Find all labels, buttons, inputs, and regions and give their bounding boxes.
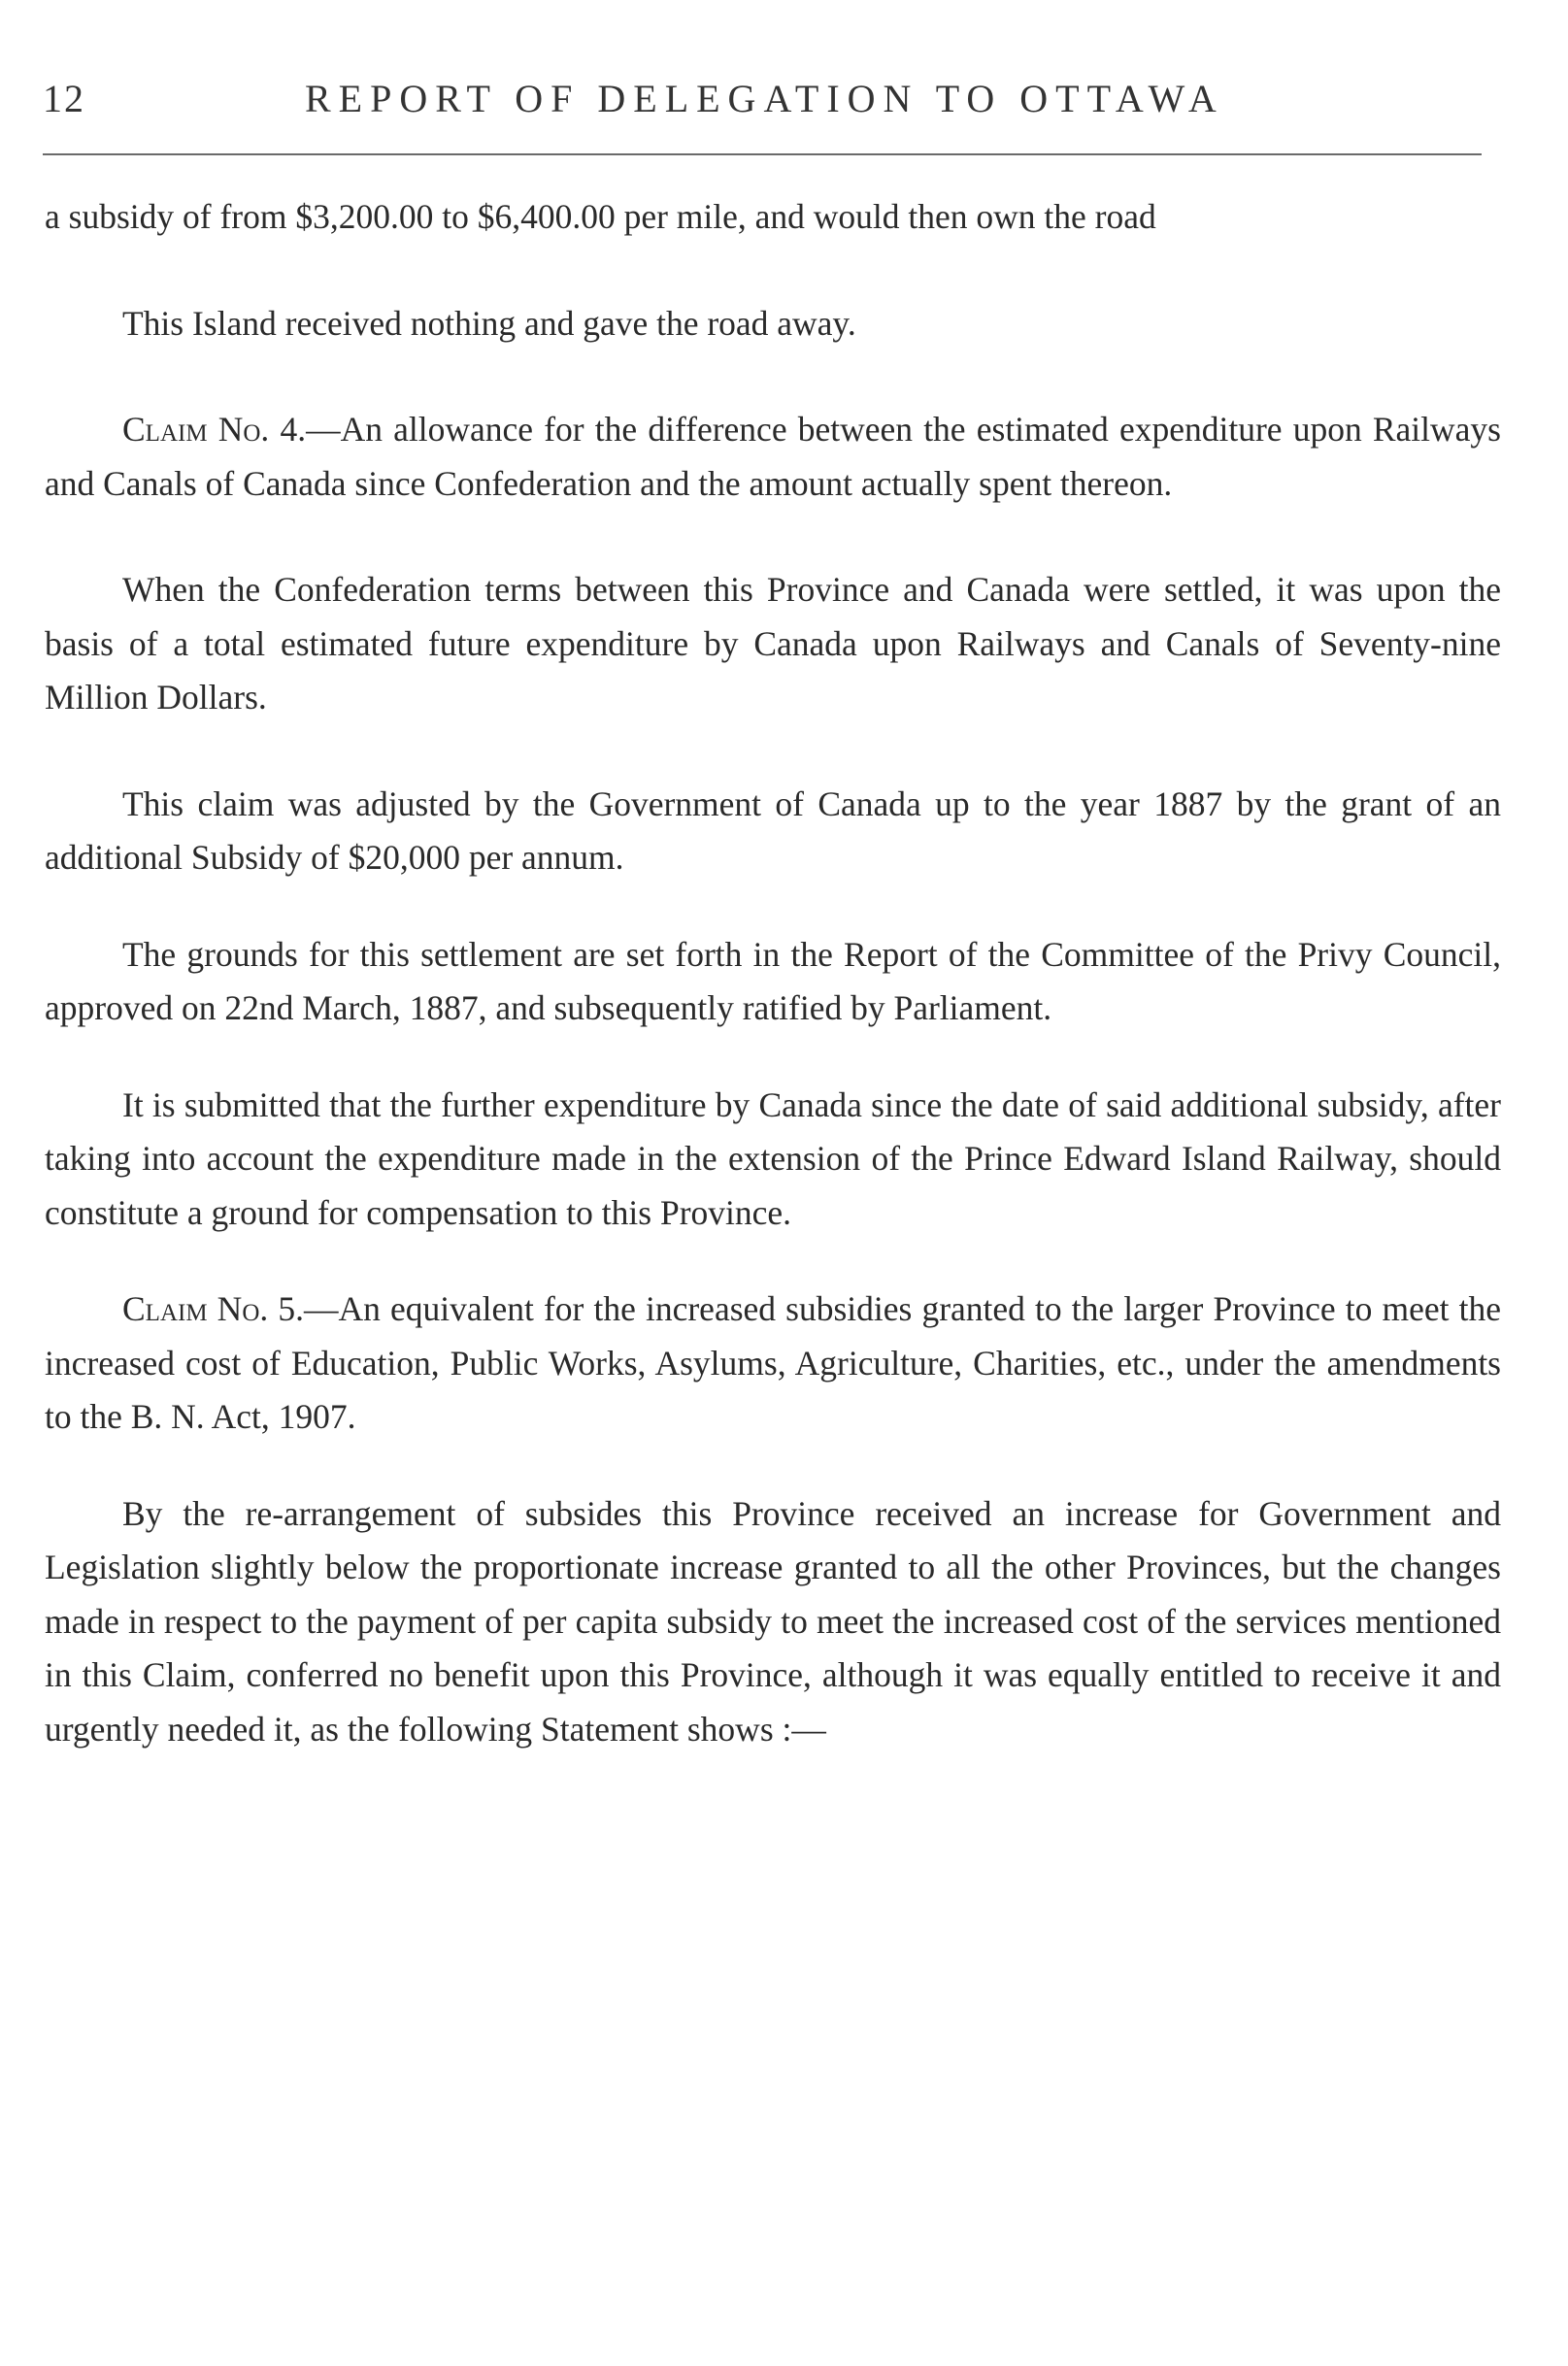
paragraph-text: a subsidy of from $3,200.00 to $6,400.00 per mile, and would then own the road [45, 197, 1156, 236]
paragraph-further-expenditure [45, 1079, 1501, 1241]
paragraph-claim-5 [45, 1283, 1501, 1445]
paragraph-rearrangement-of-subsides [45, 1487, 1501, 1757]
paragraph-settlement-grounds [45, 928, 1501, 1036]
claim-heading: Claim No. 5. [122, 1289, 304, 1328]
page-number: 12 [43, 77, 85, 120]
body-text [45, 190, 1501, 1756]
paragraph-subsidy-continuation [45, 190, 1501, 245]
paragraph-text: It is submitted that the further expenditure by Canada since the date of said additional subsidy, after taking into account the expenditure made in the extension of the Prince Edward Island Railway, should constitute a ground for compensation to this Province. [45, 1084, 1501, 1232]
page-header [43, 76, 1499, 134]
running-head: REPORT OF DELEGATION TO OTTAWA [305, 77, 1224, 120]
paragraph-island-received-nothing [45, 297, 1501, 351]
claim-heading: Claim No. 4. [122, 410, 307, 449]
paragraph-text: By the re-arrangement of subsides this Province received an increase for Government and Legislation slightly below the proportionate increase granted to all the other Provinces, but the changes made in respect to the payment of per capita subsidy to meet the increased cost of the services mentioned in this Claim, conferred no benefit upon this Province, although it was equally entitled to receive it and urgently needed it, as the following Statement shows :— [45, 1493, 1501, 1749]
paragraph-claim-4 [45, 403, 1501, 511]
paragraph-text: When the Confederation terms between this Province and Canada were settled, it was upon the basis of a total estimated future expenditure by Canada upon Railways and Canals of Seventy-nine Million Dollars. [45, 570, 1501, 716]
paragraph-claim-adjusted [45, 778, 1501, 885]
paragraph-confederation-terms [45, 563, 1501, 725]
paragraph-text: This Island received nothing and gave the road away. [122, 303, 856, 343]
paragraph-text: —An allowance for the difference between the estimated expenditure upon Railways and Canals of Canada since Confederation and the amount actually spent thereon. [45, 410, 1501, 503]
paragraph-text: —An equivalent for the increased subsidies granted to the larger Province to meet the increased cost of Education, Public Works, Asylums, Agriculture, Charities, etc., under the amendments to the B. N. Act, 1907. [45, 1289, 1502, 1436]
paragraph-text: The grounds for this settlement are set forth in the Report of the Committee of the Privy Council, approved on 22nd March, 1887, and subsequently ratified by Parliament. [45, 934, 1501, 1027]
paragraph-text: This claim was adjusted by the Government of Canada up to the year 1887 by the grant of an additional Subsidy of $20,000 per annum. [45, 783, 1501, 877]
header-rule [43, 153, 1482, 155]
